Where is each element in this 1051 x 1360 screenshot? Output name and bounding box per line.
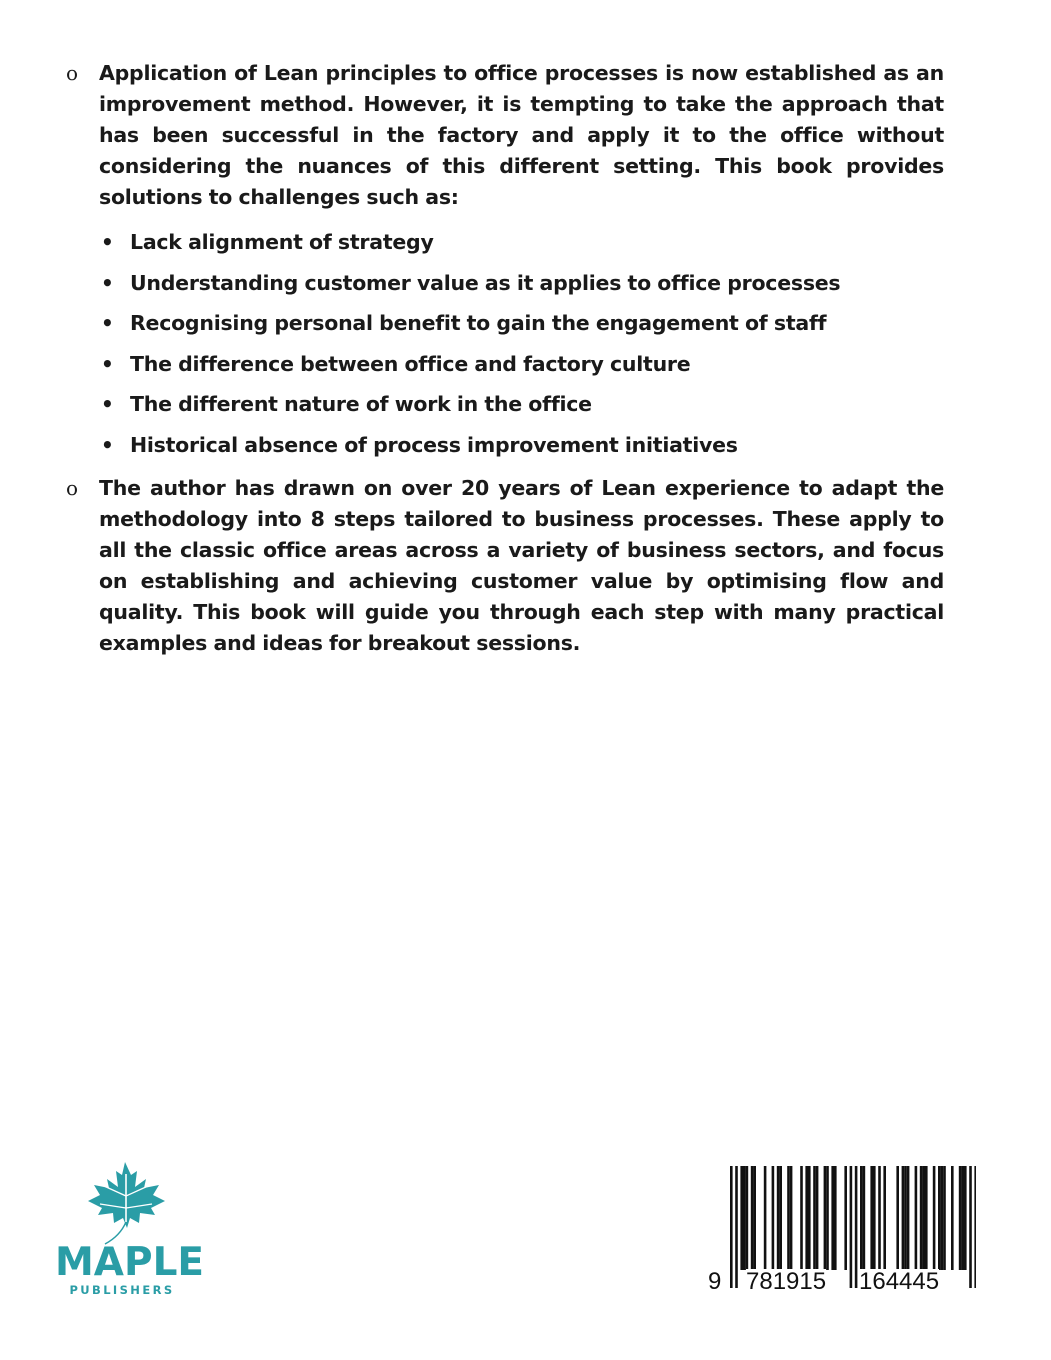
barcode-bar (764, 1166, 767, 1270)
barcode-bar (850, 1166, 853, 1288)
paragraph-marker: o (66, 475, 78, 500)
barcode-bar (896, 1166, 899, 1270)
barcode-bar (779, 1166, 782, 1270)
barcode-bar (735, 1166, 738, 1288)
barcode-bar (772, 1166, 775, 1270)
barcode-bar (787, 1166, 790, 1270)
barcode-left-digits: 781915 (746, 1268, 827, 1295)
barcode-bar (813, 1166, 816, 1270)
barcode-bar (959, 1166, 962, 1270)
barcode-bar (907, 1166, 910, 1270)
barcode-bar (961, 1166, 964, 1270)
intro-paragraph-text: Application of Lean principles to office processes is now established as an improvement method. However, it is tempting to take the approach that has been successful in the factory and apply it to the office without considering the nuances of this different setting. This book provides solutions to challenges such as: (99, 61, 944, 209)
barcode-bar (834, 1166, 837, 1270)
bullet-icon: • (101, 230, 114, 254)
barcode-bar (790, 1166, 793, 1270)
barcode-first-digit: 9 (708, 1268, 722, 1295)
barcode-bar (974, 1166, 976, 1288)
isbn-barcode (704, 1166, 976, 1306)
barcode-bar (904, 1166, 907, 1270)
barcode-bar (746, 1166, 749, 1270)
list-item: • The different nature of work in the office (101, 389, 944, 420)
barcode-bar (740, 1166, 743, 1270)
bullet-icon: • (101, 311, 114, 335)
barcode-bar (826, 1166, 829, 1270)
barcode-bar (863, 1166, 866, 1270)
barcode-bar (922, 1166, 925, 1270)
barcode-bar (805, 1166, 808, 1270)
paragraph-marker: o (66, 61, 78, 85)
barcode-bar (915, 1166, 918, 1270)
publisher-logo (55, 1160, 205, 1300)
barcode-bar (777, 1166, 780, 1270)
barcode-bar (878, 1166, 881, 1270)
challenges-list (64, 227, 944, 461)
barcode-bar (860, 1166, 863, 1270)
list-item: • Lack alignment of strategy (101, 227, 944, 258)
barcode-bar (855, 1166, 858, 1288)
barcode-bar (941, 1166, 944, 1270)
author-paragraph-text: The author has drawn on over 20 years of Lean experience to adapt the methodology into 8 steps tailored to business processes. These apply to all the classic office areas across a variety of business sectors, and focus on establishing and achieving customer value by optimising flow and quality. This book will guide you through each step with many practical examples and ideas for breakout sessions. (99, 475, 944, 655)
barcode-bar (824, 1166, 827, 1270)
list-item: • Recognising personal benefit to gain the engagement of staff (101, 308, 944, 339)
list-item: • Understanding customer value as it applies to office processes (101, 268, 944, 299)
barcode-bar (969, 1166, 972, 1288)
barcode-bar (808, 1166, 811, 1270)
blurb-content (64, 58, 944, 659)
barcode-bar (730, 1166, 733, 1288)
barcode-bar (943, 1166, 946, 1270)
publisher-name: MAPLE (55, 1240, 205, 1285)
barcode-bar (920, 1166, 923, 1270)
barcode-bar (743, 1166, 746, 1270)
list-item: • The difference between office and factory culture (101, 349, 944, 380)
list-item: • Historical absence of process improvement initiatives (101, 430, 944, 461)
barcode-bar (870, 1166, 873, 1270)
barcode-bar (753, 1166, 756, 1270)
barcode-bar (883, 1166, 886, 1270)
barcode-bar (751, 1166, 754, 1270)
barcode-bar (873, 1166, 876, 1270)
barcode-bar (816, 1166, 819, 1270)
barcode-bar (951, 1166, 954, 1270)
barcode-right-digits: 164445 (859, 1268, 940, 1295)
publisher-subtitle: PUBLISHERS (69, 1283, 175, 1297)
intro-paragraph (64, 58, 944, 213)
barcode-bar (933, 1166, 936, 1270)
maple-leaf-icon (80, 1160, 170, 1246)
barcode-bar (925, 1166, 928, 1270)
barcode-bar (938, 1166, 941, 1270)
barcode-bar (902, 1166, 905, 1270)
bullet-icon: • (101, 432, 114, 457)
barcode-bar (831, 1166, 834, 1270)
bullet-icon: • (101, 270, 114, 295)
barcode-bar (800, 1166, 803, 1270)
author-paragraph (64, 473, 944, 659)
barcode-bar (844, 1166, 847, 1270)
bullet-icon: • (101, 351, 114, 376)
bullet-icon: • (101, 392, 114, 416)
barcode-bar (964, 1166, 967, 1270)
